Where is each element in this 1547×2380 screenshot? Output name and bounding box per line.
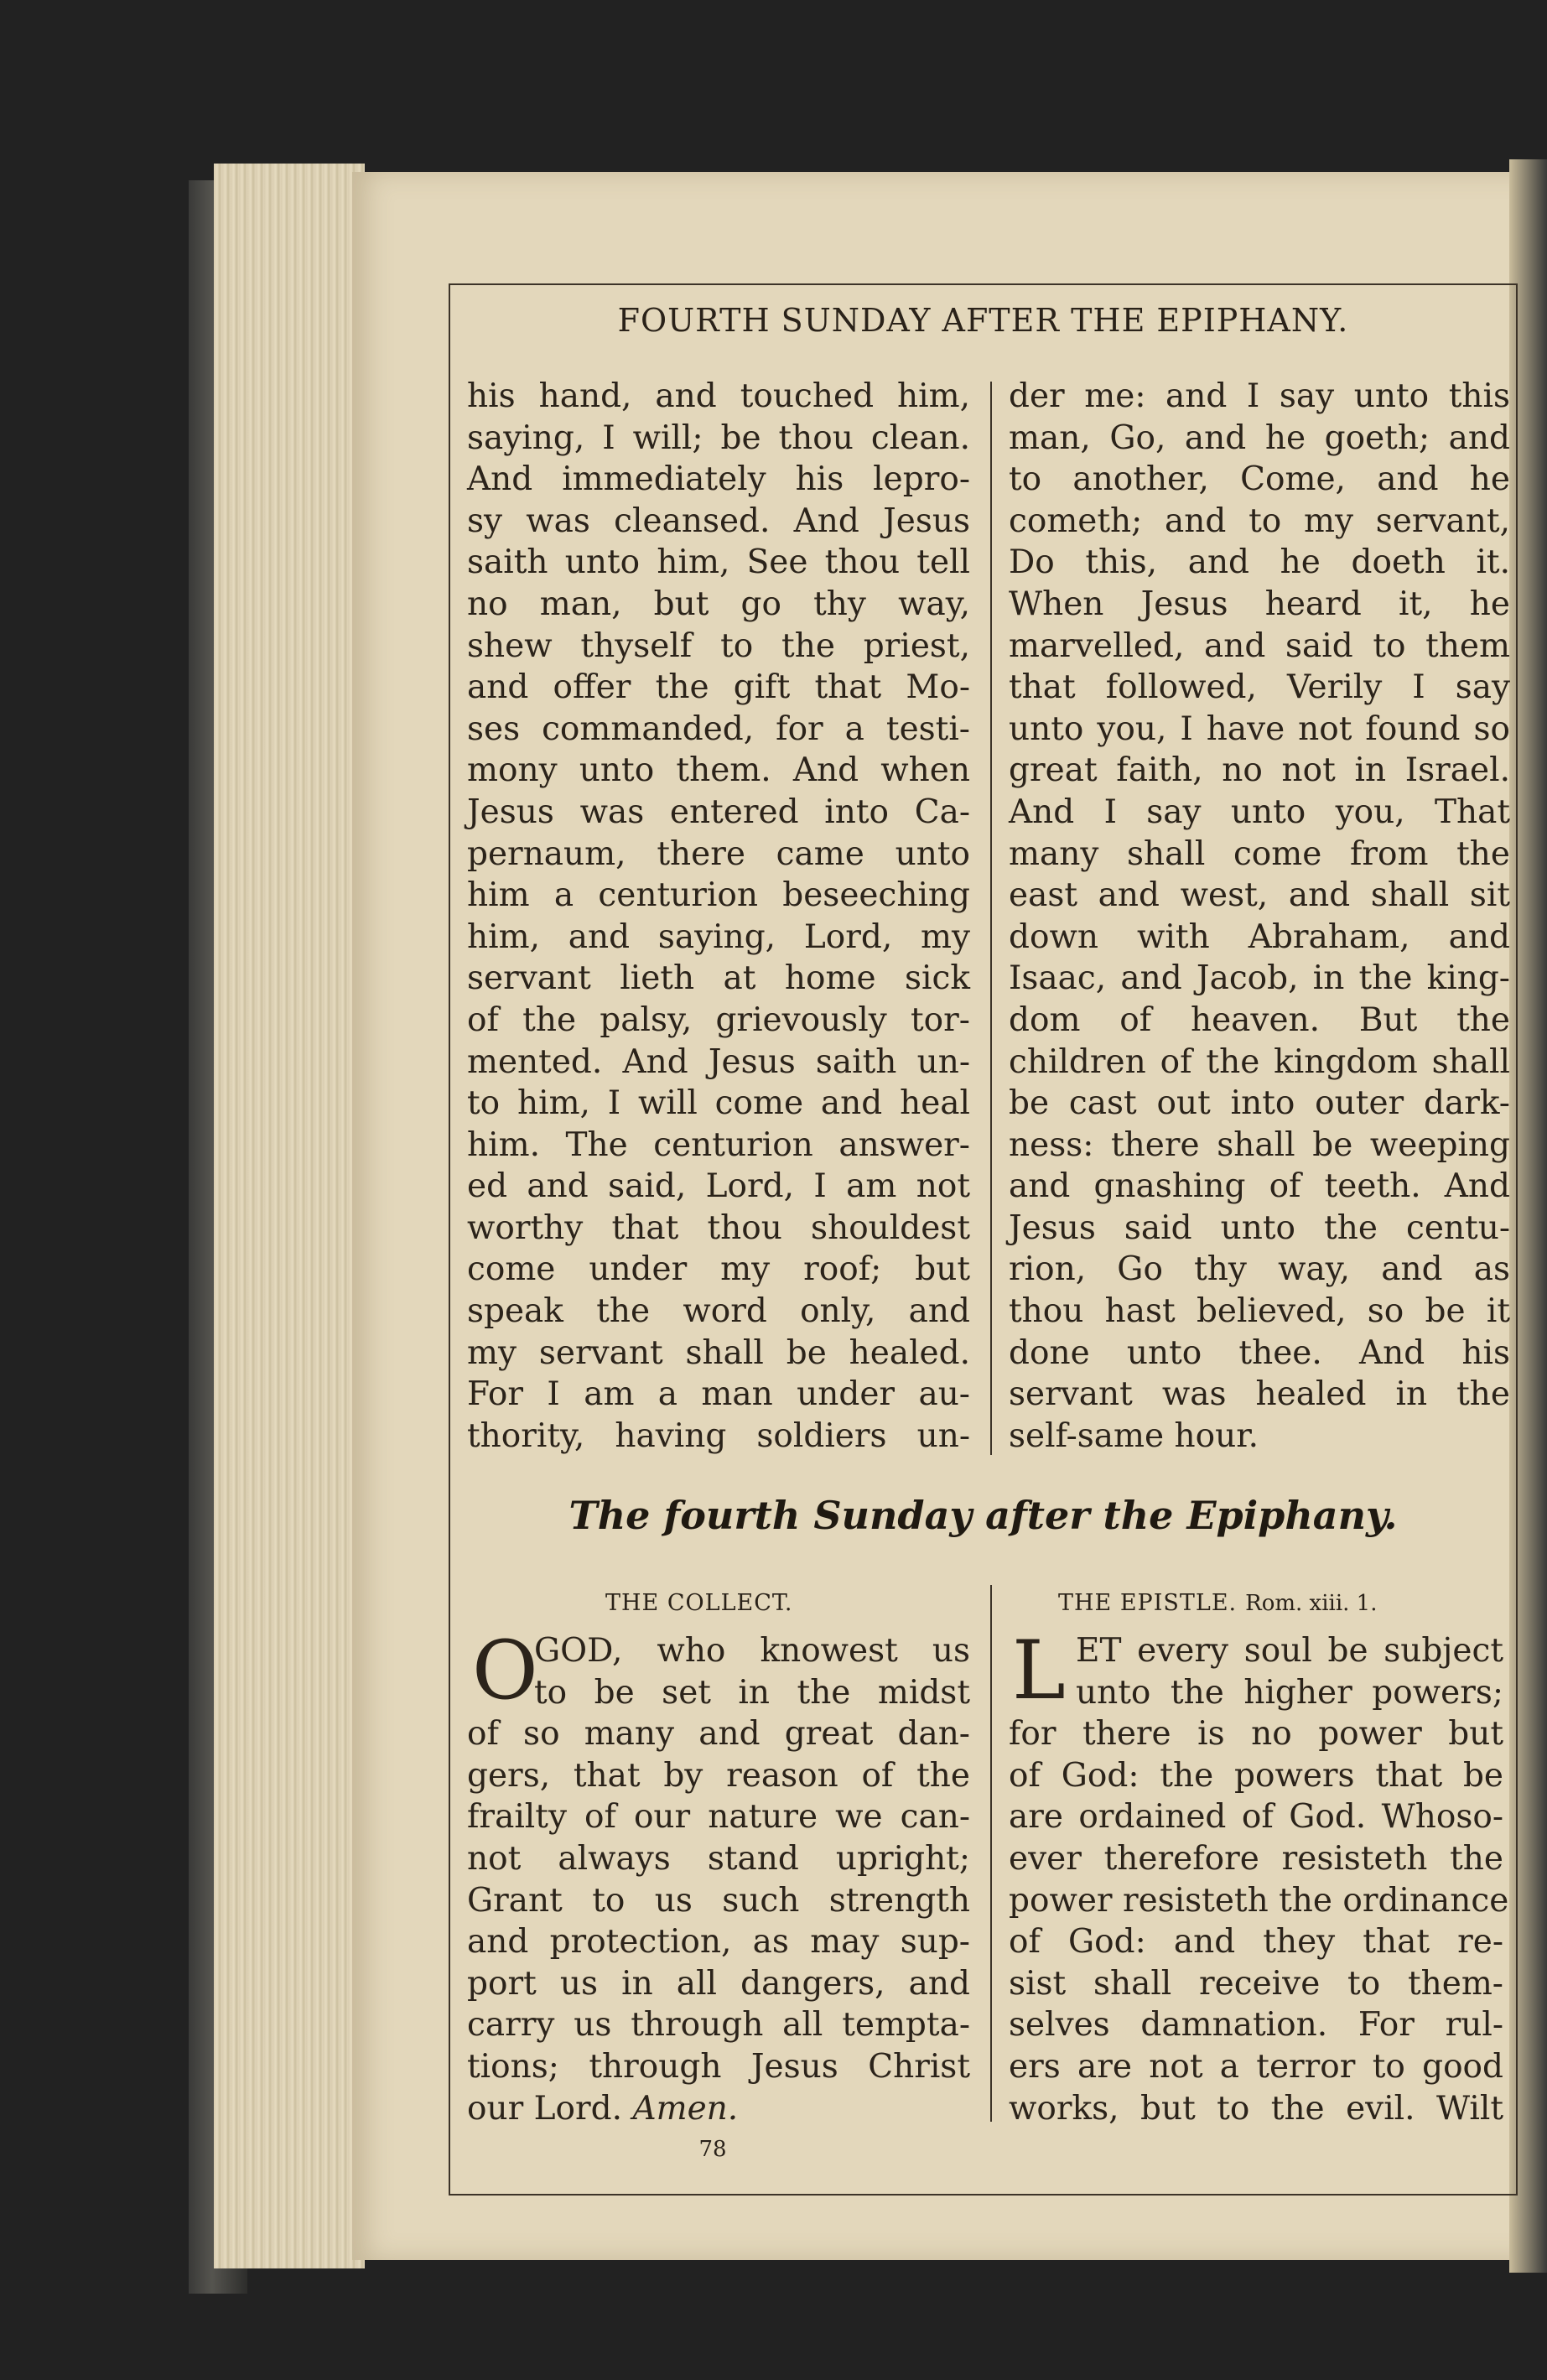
text-line: come under my roof; but: [467, 1250, 970, 1289]
text-line: ever therefore resisteth the: [1009, 1839, 1503, 1878]
text-line: works, but to the evil. Wilt: [1009, 2089, 1503, 2128]
text-line: great faith, no not in Israel.: [1009, 751, 1510, 790]
text-line: to him, I will come and heal: [467, 1084, 970, 1123]
text-line: Grant to us such strength: [467, 1881, 970, 1920]
text-line: saying, I will; be thou clean.: [467, 418, 970, 457]
text-line: man, Go, and he goeth; and: [1009, 418, 1510, 457]
text-line: him, and saying, Lord, my: [467, 917, 970, 956]
sunday-title: The fourth Sunday after the Epiphany.: [568, 1493, 1398, 1538]
text-line: der me: and I say unto this: [1009, 377, 1510, 415]
text-line: And I say unto you, That: [1009, 792, 1510, 831]
text-line: unto the higher powers;: [1076, 1673, 1503, 1712]
text-line: Isaac, and Jacob, in the king-: [1009, 959, 1510, 998]
text-line: ses commanded, for a testi-: [467, 709, 970, 748]
text-line: east and west, and shall sit: [1009, 876, 1510, 915]
page-stack: [214, 164, 365, 2268]
text-line: thority, having soldiers un-: [467, 1416, 970, 1455]
text-line: shew thyself to the priest,: [467, 626, 970, 665]
collect-column: [467, 1624, 970, 2129]
epistle-reference: Rom. xiii. 1.: [1245, 1591, 1378, 1616]
text-line: speak the word only, and: [467, 1292, 970, 1331]
text-line: When Jesus heard it, he: [1009, 585, 1510, 623]
text-line: his hand, and touched him,: [467, 377, 970, 415]
text-line: him. The centurion answer-: [467, 1125, 970, 1164]
text-line: and offer the gift that Mo-: [467, 668, 970, 707]
text-line: servant lieth at home sick: [467, 959, 970, 998]
text-line: ed and said, Lord, I am not: [467, 1167, 970, 1206]
text-line: him a centurion beseeching: [467, 876, 970, 915]
text-line: for there is no power but: [1009, 1715, 1503, 1754]
text-line: Do this, and he doeth it.: [1009, 543, 1510, 582]
text-line: selves damnation. For rul-: [1009, 2006, 1503, 2045]
text-line: [467, 2088, 970, 2130]
text-line: are ordained of God. Whoso-: [1009, 1798, 1503, 1837]
text-line: tions; through Jesus Christ: [467, 2047, 970, 2086]
text-line: port us in all dangers, and: [467, 1964, 970, 2003]
text-line: of God: and they that re-: [1009, 1923, 1503, 1962]
collect-last-words: our Lord.: [467, 2089, 623, 2128]
column-divider: [990, 382, 992, 1455]
text-line: GOD, who knowest us: [534, 1632, 970, 1670]
text-line: ness: there shall be weeping: [1009, 1125, 1510, 1164]
text-line: gers, that by reason of the: [467, 1756, 970, 1795]
text-line: many shall come from the: [1009, 834, 1510, 873]
text-line: and gnashing of teeth. And: [1009, 1167, 1510, 1206]
text-line: rion, Go thy way, and as: [1009, 1250, 1510, 1289]
text-line: pernaum, there came unto: [467, 834, 970, 873]
text-line: Jesus said unto the centu-: [1009, 1208, 1510, 1247]
text-line: of God: the powers that be: [1009, 1756, 1503, 1795]
text-line: of so many and great dan-: [467, 1715, 970, 1754]
text-line: For I am a man under au-: [467, 1375, 970, 1414]
text-line: and protection, as may sup-: [467, 1923, 970, 1962]
text-line: mony unto them. And when: [467, 751, 970, 790]
text-line: of the palsy, grievously tor-: [467, 1000, 970, 1039]
text-line: worthy that thou shouldest: [467, 1208, 970, 1247]
text-line: to be set in the midst: [534, 1673, 970, 1712]
text-line: servant was healed in the: [1009, 1375, 1510, 1414]
collect-heading: THE COLLECT.: [605, 1590, 793, 1616]
gospel-column-right: [1009, 376, 1510, 1457]
gospel-column-left: [467, 376, 970, 1457]
text-line: unto you, I have not found so: [1009, 709, 1510, 748]
text-line: down with Abraham, and: [1009, 917, 1510, 956]
text-line: frailty of our nature we can-: [467, 1798, 970, 1837]
text-line: children of the kingdom shall: [1009, 1042, 1510, 1081]
epistle-dropcap: L: [1012, 1624, 1066, 1717]
text-line: done unto thee. And his: [1009, 1333, 1510, 1372]
running-head: FOURTH SUNDAY AFTER THE EPIPHANY.: [617, 302, 1349, 339]
text-line: to another, Come, and he: [1009, 460, 1510, 499]
collect-dropcap: O: [472, 1624, 538, 1717]
text-line: ET every soul be subject: [1076, 1632, 1503, 1670]
page-number: 78: [698, 2137, 727, 2162]
text-line: Jesus was entered into Ca-: [467, 792, 970, 831]
text-line: saith unto him, See thou tell: [467, 543, 970, 582]
text-line: marvelled, and said to them: [1009, 626, 1510, 665]
text-line: my servant shall be healed.: [467, 1333, 970, 1372]
text-line: thou hast believed, so be it: [1009, 1292, 1510, 1331]
column-divider: [990, 1585, 992, 2122]
text-line: that followed, Verily I say: [1009, 668, 1510, 707]
text-line: no man, but go thy way,: [467, 585, 970, 623]
text-line: power resisteth the ordinance: [1009, 1881, 1509, 1920]
epistle-column: [1009, 1624, 1509, 2129]
text-line: ers are not a terror to good: [1009, 2047, 1503, 2086]
text-line: not always stand upright;: [467, 1839, 970, 1878]
text-line: self-same hour.: [1009, 1416, 1259, 1455]
text-line: mented. And Jesus saith un-: [467, 1042, 970, 1081]
text-line: carry us through all tempta-: [467, 2006, 970, 2045]
text-line: And immediately his lepro-: [467, 460, 970, 499]
text-line: cometh; and to my servant,: [1009, 501, 1510, 540]
text-line: dom of heaven. But the: [1009, 1000, 1510, 1039]
text-line: sist shall receive to them-: [1009, 1964, 1503, 2003]
text-line: be cast out into outer dark-: [1009, 1084, 1510, 1123]
text-line: sy was cleansed. And Jesus: [467, 501, 970, 540]
epistle-heading-label: THE EPISTLE.: [1058, 1590, 1238, 1616]
epistle-heading: [1058, 1590, 1377, 1616]
amen: Amen.: [632, 2089, 739, 2128]
